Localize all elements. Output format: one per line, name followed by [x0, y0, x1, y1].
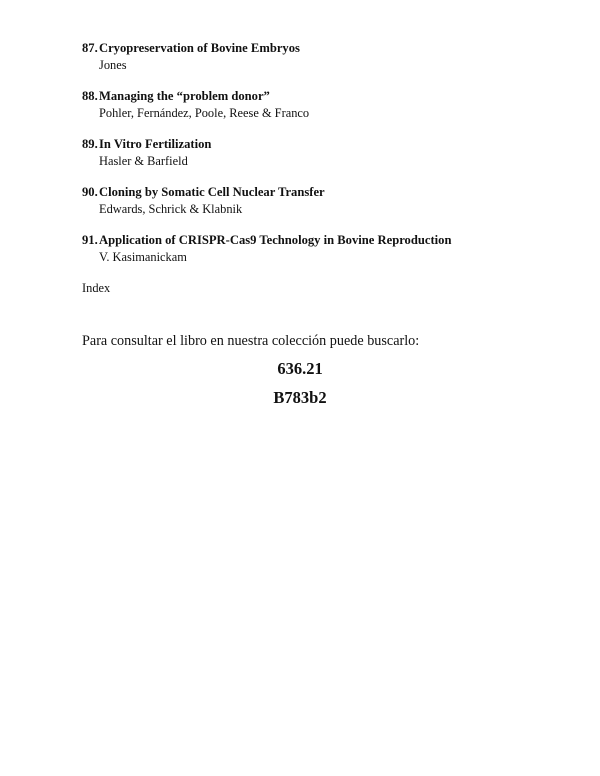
chapter-title: Cryopreservation of Bovine Embryos — [99, 41, 300, 55]
chapter-number: 91. — [82, 233, 98, 247]
toc-entry-heading — [82, 40, 562, 57]
chapter-title: Application of CRISPR-Cas9 Technology in Bovine Reproduction — [99, 233, 452, 247]
chapter-title: Managing the “problem donor” — [99, 89, 270, 103]
chapter-authors: Hasler & Barfield — [99, 154, 188, 168]
toc-entry-87 — [82, 40, 562, 74]
toc-entry-heading — [82, 88, 562, 105]
toc-entry-heading — [82, 232, 562, 249]
chapter-authors: Pohler, Fernández, Poole, Reese & Franco — [99, 106, 310, 120]
toc-entry-89 — [82, 136, 562, 170]
toc-entry-91 — [82, 232, 562, 266]
index-label: Index — [82, 281, 111, 295]
call-number-cutter: B783b2 — [273, 388, 327, 407]
toc-entry-88 — [82, 88, 562, 122]
call-number-class: 636.21 — [277, 359, 323, 378]
chapter-authors: Jones — [99, 58, 127, 72]
library-note: Para consultar el libro en nuestra colección puede buscarlo: — [82, 333, 420, 349]
chapter-number: 88. — [82, 89, 98, 103]
chapter-number: 87. — [82, 41, 98, 55]
toc-entry-90 — [82, 184, 562, 218]
chapter-title: Cloning by Somatic Cell Nuclear Transfer — [99, 185, 325, 199]
toc-entry-heading — [82, 136, 562, 153]
toc-entry-heading — [82, 184, 562, 201]
table-of-contents — [82, 40, 562, 297]
chapter-authors: V. Kasimanickam — [99, 250, 187, 264]
chapter-number: 90. — [82, 185, 98, 199]
chapter-title: In Vitro Fertilization — [99, 137, 212, 151]
chapter-number: 89. — [82, 137, 98, 151]
chapter-authors: Edwards, Schrick & Klabnik — [99, 202, 243, 216]
